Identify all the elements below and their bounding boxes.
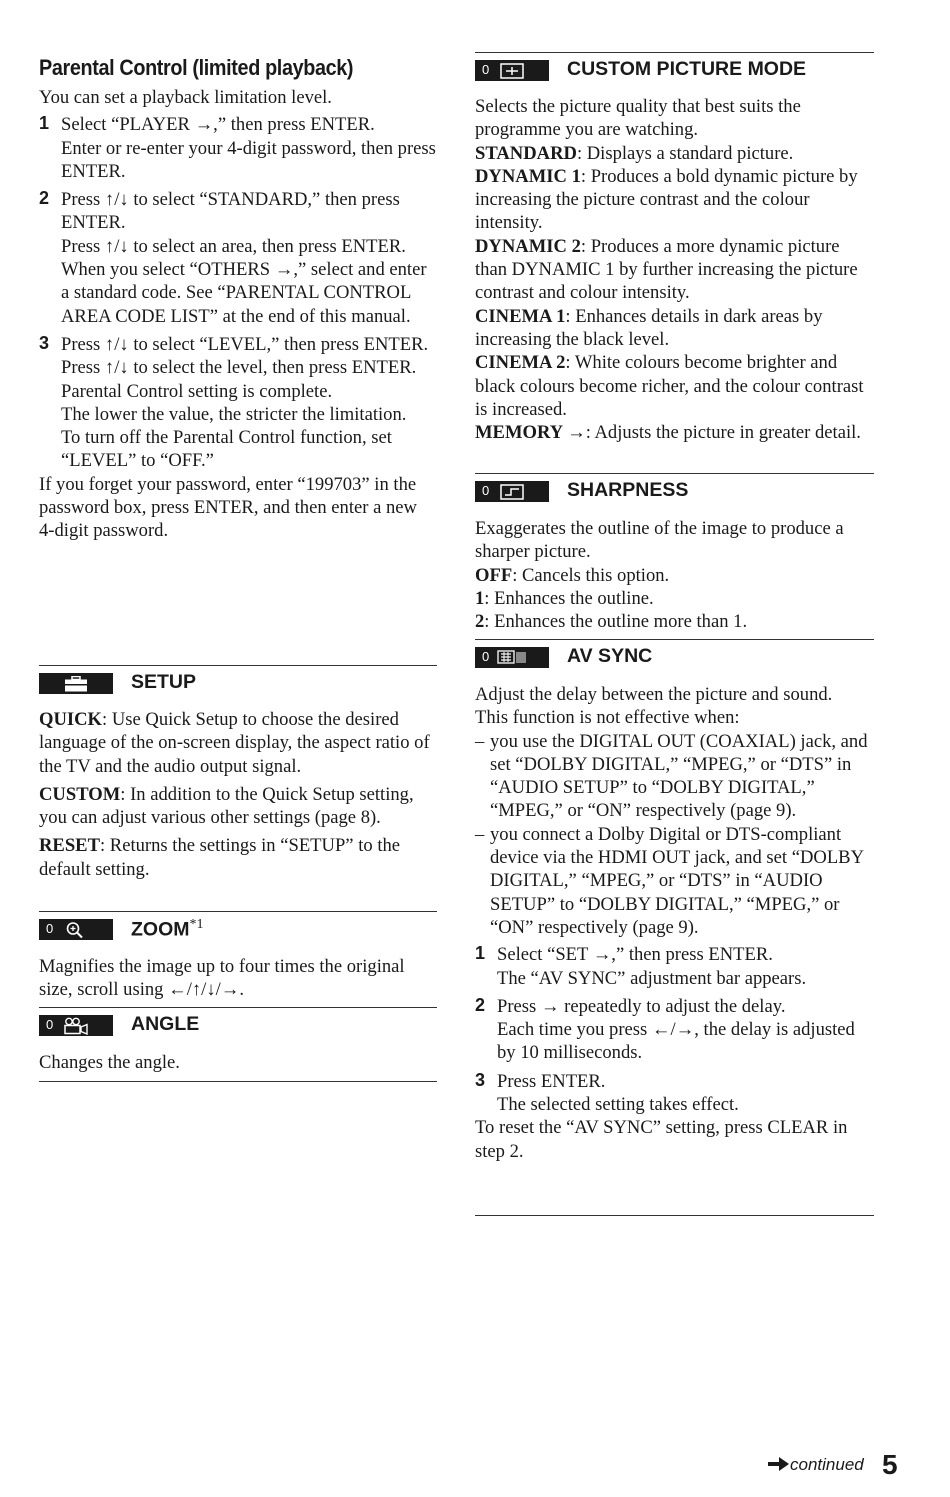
zoom-title: ZOOM$^{*1}$ [131, 917, 204, 941]
sharpness-title: SHARPNESS [567, 479, 689, 501]
step-number: 2 [475, 994, 486, 1015]
picture-mode-icon [500, 63, 524, 79]
angle-text: Changes the angle. [39, 1052, 180, 1073]
step-line: Press ↑/↓ to select an area, then press ENTER. [61, 235, 406, 257]
custom-picture-item: DYNAMIC 1: Produces a bold dynamic picture by increasing the picture contrast and the colour intensity. [475, 165, 858, 234]
av-sync-intro: Adjust the delay between the picture and sound. [475, 684, 833, 705]
step-number: 3 [39, 332, 50, 353]
divider [39, 911, 437, 912]
custom-picture-item: STANDARD: Displays a standard picture. [475, 142, 794, 164]
magnifier-icon [65, 921, 85, 939]
sharpness-zero-label: 0 [482, 483, 490, 498]
angle-title: ANGLE [131, 1013, 200, 1035]
step-line: When you select “OTHERS →,” select and enter a standard code. See “PARENTAL CONTROL AREA CODE LIST” at the end of this manual. [61, 259, 427, 327]
angle-zero-label: 0 [46, 1017, 54, 1032]
setup-item-custom: CUSTOM: In addition to the Quick Setup setting, you can adjust various other settings (page 8). [39, 783, 414, 829]
av-sync-section [475, 683, 874, 1163]
sharpness-intro: Exaggerates the outline of the image to produce a sharper picture. [475, 518, 844, 563]
sharpness-section [475, 517, 874, 633]
zoom-section [39, 955, 437, 1002]
custom-picture-item: MEMORY →: Adjusts the picture in greater detail. [475, 422, 861, 444]
av-sync-zero-label: 0 [482, 649, 490, 664]
divider [475, 473, 874, 474]
setup-icon-box [39, 673, 113, 694]
sharpness-icon [500, 484, 524, 500]
custom-picture-section [475, 95, 874, 444]
zoom-icon-box [39, 919, 113, 940]
parental-control-section [39, 86, 437, 543]
custom-picture-zero-label: 0 [482, 62, 490, 77]
custom-picture-icon-box [475, 60, 549, 81]
av-sync-step-1 [475, 943, 874, 990]
arrow-right-icon [768, 1457, 790, 1471]
step-line: Press ENTER. [497, 1070, 606, 1092]
zoom-zero-label: 0 [46, 921, 54, 936]
parental-control-heading: Parental Control (limited playback) [39, 55, 354, 80]
divider [39, 1007, 437, 1008]
page-number: 5 [882, 1449, 898, 1480]
step-line: Press ↑/↓ to select “STANDARD,” then press ENTER. [61, 189, 400, 234]
custom-picture-header [475, 60, 874, 82]
custom-picture-intro: Selects the picture quality that best suits the programme you are watching. [475, 96, 801, 141]
divider [475, 1215, 874, 1216]
step-line: To turn off the Parental Control function, set “LEVEL” to “OFF.” [61, 427, 392, 472]
sharpness-item: OFF: Cancels this option. [475, 564, 670, 586]
av-sync-intro: This function is not effective when: [475, 707, 740, 729]
setup-header [39, 673, 437, 695]
toolbox-icon [64, 676, 88, 692]
divider [39, 1081, 437, 1082]
custom-picture-item: DYNAMIC 2: Produces a more dynamic picture than DYNAMIC 1 by further increasing the picture contrast and colour intensity. [475, 235, 858, 304]
custom-picture-item: CINEMA 1: Enhances details in dark areas by increasing the black level. [475, 305, 823, 350]
continued-note: continued [768, 1455, 864, 1475]
step-line: The lower the value, the stricter the limitation. [61, 403, 407, 425]
setup-item-reset: RESET: Returns the settings in “SETUP” to the default setting. [39, 835, 401, 880]
sharpness-item: 2: Enhances the outline more than 1. [475, 611, 748, 633]
angle-icon-box [39, 1015, 113, 1036]
av-sync-step-3 [475, 1070, 874, 1117]
sharpness-icon-box [475, 481, 549, 502]
av-sync-bullet: – you use the DIGITAL OUT (COAXIAL) jack, and set “DOLBY DIGITAL,” “MPEG,” or “DTS” in “AUDIO SETUP” to “DOLBY DIGITAL,” “MPEG,” or “ON” respectively (page 9). [475, 730, 868, 822]
step-line: Enter or re-enter your 4-digit password, then press ENTER. [61, 137, 436, 182]
custom-picture-title: CUSTOM PICTURE MODE [567, 58, 807, 80]
av-sync-icon [497, 649, 529, 666]
step-line: Select “SET →,” then press ENTER. [497, 944, 773, 966]
av-sync-title: AV SYNC [567, 645, 653, 667]
divider [475, 639, 874, 640]
step-line: Parental Control setting is complete. [61, 380, 333, 402]
angle-section [39, 1051, 437, 1074]
setup-item-quick: QUICK: Use Quick Setup to choose the desired language of the on-screen display, the aspect ratio of the TV and the audio output signal. [39, 709, 430, 777]
step-line: The “AV SYNC” adjustment bar appears. [497, 967, 807, 989]
step-number: 3 [475, 1069, 486, 1090]
setup-title: SETUP [131, 671, 197, 693]
step-line: Press ↑/↓ to select “LEVEL,” then press ENTER. [61, 333, 429, 355]
av-sync-bullet: – you connect a Dolby Digital or DTS-compliant device via the HDMI OUT jack, and set “DOLBY DIGITAL,” “MPEG,” or “DTS” in “AUDIO SETUP” to “DOLBY DIGITAL,” “MPEG,” or “ON” respectively (page 9). [475, 823, 864, 938]
step-number: 1 [39, 113, 50, 134]
setup-section [39, 708, 437, 881]
step-line: Each time you press ←/→, the delay is adjusted by 10 milliseconds. [497, 1019, 855, 1064]
step-line: Press ↑/↓ to select the level, then press ENTER. [61, 357, 417, 379]
divider [475, 52, 874, 53]
parental-step-1 [39, 113, 437, 183]
step-line: The selected setting takes effect. [497, 1094, 739, 1116]
camera-icon [63, 1017, 89, 1035]
step-number: 2 [39, 188, 50, 209]
zoom-text: Magnifies the image up to four times the original size, scroll using ←/↑/↓/→. [39, 956, 405, 1001]
parental-step-2 [39, 188, 437, 328]
angle-header [39, 1015, 437, 1037]
divider [39, 665, 437, 666]
av-sync-step-2 [475, 995, 874, 1065]
sharpness-item: 1: Enhances the outline. [475, 587, 654, 609]
av-sync-icon-box [475, 647, 549, 668]
custom-picture-item: CINEMA 2: White colours become brighter and black colours become richer, and the colour contrast is increased. [475, 352, 864, 420]
step-number: 1 [475, 943, 486, 964]
av-sync-header [475, 647, 874, 669]
parental-step-3 [39, 333, 437, 473]
parental-footer: If you forget your password, enter “199703” in the password box, press ENTER, and then enter a new 4-digit password. [39, 473, 417, 542]
sharpness-header [475, 481, 874, 503]
step-line: Press → repeatedly to adjust the delay. [497, 995, 786, 1017]
step-line: Select “PLAYER →,” then press ENTER. [61, 114, 375, 136]
parental-intro: You can set a playback limitation level. [39, 87, 332, 108]
av-sync-footer: To reset the “AV SYNC” setting, press CLEAR in step 2. [475, 1117, 848, 1162]
zoom-header [39, 919, 437, 941]
